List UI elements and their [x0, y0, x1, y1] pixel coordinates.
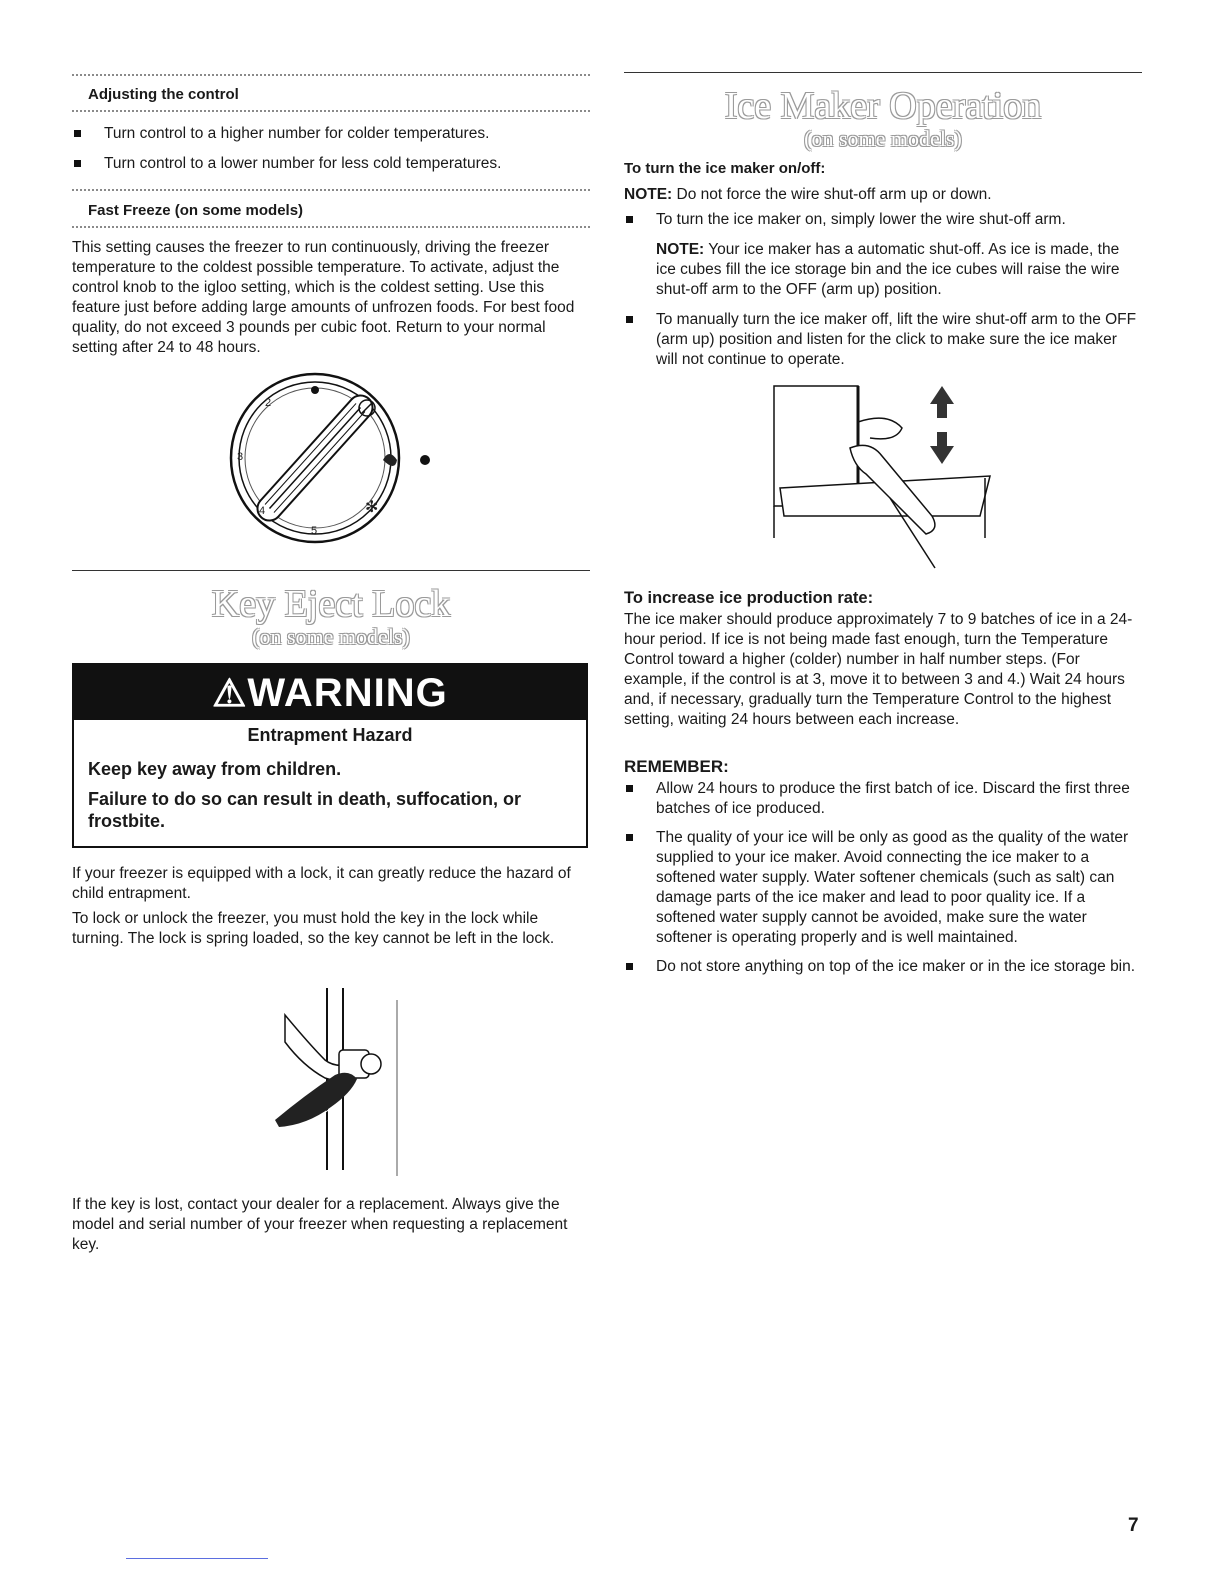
- section-rule: [624, 72, 1142, 73]
- dial-label: 4: [259, 505, 266, 517]
- list-item: Allow 24 hours to produce the first batch of ice. Discard the first three batches of ice produced.: [624, 779, 1142, 819]
- warning-box: [72, 663, 588, 848]
- note-text: Your ice maker has a automatic shut-off. As ice is made, the ice cubes fill the ice storage bin and the ice cubes will raise the wire shut-off arm to the OFF (arm up) position.: [656, 241, 1120, 298]
- warning-hazard: Entrapment Hazard: [247, 725, 413, 745]
- adjusting-heading: Adjusting the control: [88, 86, 239, 103]
- warning-line2: Failure to do so can result in death, suffocation, or frostbite.: [88, 789, 522, 831]
- dial-indicator-dot: [420, 455, 430, 465]
- onoff-bullets: [624, 210, 1142, 239]
- key-lock-illustration: [255, 980, 415, 1180]
- list-item: The quality of your ice will be only as good as the quality of the water supplied to your ice maker. Avoid connecting the ice maker to a softened water supply. Water softener chemicals (such as salt) can damage parts of the ice maker and lead to poor quality ice. If a softened water supply cannot be avoided, make sure the water softener is operating properly and is well maintained.: [624, 828, 1142, 948]
- list-item: Turn control to a lower number for less cold temperatures.: [72, 154, 592, 174]
- control-dial-illustration: [225, 368, 440, 553]
- onoff-bullets-2: [624, 310, 1142, 370]
- increase-body: The ice maker should produce approximately 7 to 9 batches of ice in a 24-hour period. If ice is not being made fast enough, turn the Temperature Control toward a higher (colder) number in half number steps. (For example, if the control is at 3, move it to between 3 and 4.) Wait 24 hours and, if necessary, gradually turn the Temperature Control to the highest setting, waiting 24 hours between each increase.: [624, 611, 1133, 728]
- list-item: To turn the ice maker on, simply lower the wire shut-off arm.: [624, 210, 1142, 230]
- dial-label: 5: [311, 525, 318, 537]
- note-label: NOTE:: [624, 186, 673, 203]
- warning-bar: [74, 665, 586, 720]
- onoff-note: [624, 185, 1142, 205]
- dial-label: 3: [237, 451, 244, 463]
- ice-maker-subtitle: (on some models): [804, 126, 962, 151]
- fast-freeze-body: This setting causes the freezer to run continuously, driving the freezer temperature to the coldest possible temperature. To activate, adjust the control knob to the igloo setting, which is the coldest setting. Use this feature just before adding large amounts of unfrozen foods. For best food quality, do not exceed 3 pounds per cubic foot. Return to your normal setting after 24 to 48 hours.: [72, 239, 575, 356]
- remember-bullets: [624, 779, 1142, 977]
- onoff-heading: To turn the ice maker on/off:: [624, 160, 826, 177]
- ice-maker-title: Ice Maker Operation: [724, 85, 1042, 127]
- note-label: NOTE:: [656, 241, 705, 258]
- key-lock-p1: If your freezer is equipped with a lock, it can greatly reduce the hazard of child entrapment.: [72, 865, 571, 902]
- divider: [72, 189, 590, 191]
- increase-heading: To increase ice production rate:: [624, 589, 874, 607]
- key-lock-title: Key Eject Lock: [211, 583, 451, 625]
- list-item: To manually turn the ice maker off, lift the wire shut-off arm to the OFF (arm up) position and listen for the click to make sure the ice maker will not continue to operate.: [624, 310, 1142, 370]
- section-rule: [72, 570, 590, 571]
- footer-line: [126, 1558, 268, 1559]
- warning-word: WARNING: [247, 671, 448, 715]
- warning-line1: Keep key away from children.: [88, 759, 342, 779]
- list-item: Do not store anything on top of the ice maker or in the ice storage bin.: [624, 957, 1142, 977]
- snowflake-icon: ✻: [365, 499, 379, 516]
- divider: [72, 74, 590, 76]
- warning-icon: ⚠: [212, 673, 248, 715]
- fast-freeze-heading: Fast Freeze (on some models): [88, 202, 304, 219]
- key-lock-p3: If the key is lost, contact your dealer for a replacement. Always give the model and serial number of your freezer when requesting a replacement key.: [72, 1196, 568, 1253]
- key-lock-p2: To lock or unlock the freezer, you must hold the key in the lock while turning. The lock is spring loaded, so the key cannot be left in the lock.: [72, 910, 555, 947]
- dial-dot: [311, 386, 319, 394]
- adjusting-bullets: [72, 124, 592, 174]
- divider: [72, 110, 590, 112]
- ice-maker-illustration: [770, 378, 1000, 573]
- divider: [72, 226, 590, 228]
- arrow-up-icon: [930, 386, 954, 418]
- list-item: Turn control to a higher number for colder temperatures.: [72, 124, 592, 144]
- key-lock-subtitle: (on some models): [252, 624, 410, 649]
- arrow-down-icon: [930, 432, 954, 464]
- page-number: 7: [1128, 1515, 1139, 1536]
- remember-heading: REMEMBER:: [624, 757, 729, 776]
- note-text: Do not force the wire shut-off arm up or down.: [672, 186, 992, 203]
- dial-label: 2: [265, 397, 272, 409]
- inner-note: [656, 240, 1142, 300]
